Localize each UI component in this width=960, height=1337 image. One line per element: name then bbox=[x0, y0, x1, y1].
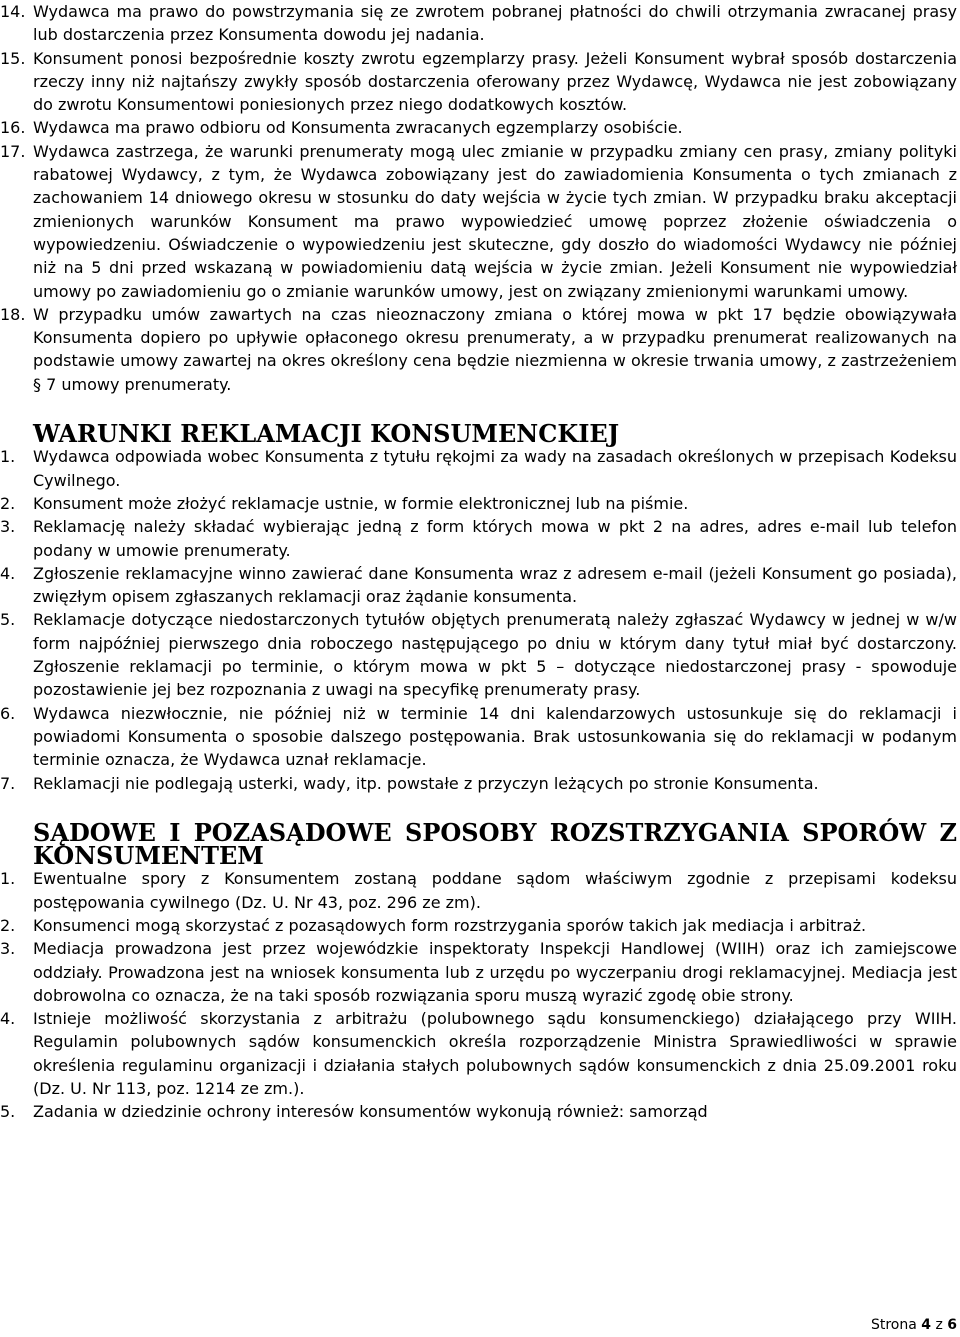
item-text: Konsument może złożyć reklamacje ustnie, w formie elektronicznej lub na piśmie. bbox=[33, 493, 689, 513]
list-item bbox=[0, 1007, 957, 1100]
item-text: W przypadku umów zawartych na czas nieoznaczony zmiana o której mowa w pkt 17 będzie obowiązywała Konsumenta dopiero po upływie opłaconego okresu prenumeraty, a w przypadku prenumerat realizowanych na podstawie umowy zawartej na okres określony cena będzie niezmienna w okresie trwania umowy, z zastrzeżeniem § 7 umowy prenumeraty. bbox=[33, 304, 957, 394]
item-number: 6. bbox=[0, 703, 16, 723]
item-text: Wydawca odpowiada wobec Konsumenta z tytułu rękojmi za wady na zasadach określonych w przepisach Kodeksu Cywilnego. bbox=[33, 447, 957, 490]
item-text: Mediacja prowadzona jest przez wojewódzkie inspektoraty Inspekcji Handlowej (WIIH) oraz ich zamiejscowe oddziały. Prowadzona jest na wniosek konsumenta lub z urzędu po wyczerpaniu drogi reklamacyjnej. Mediacja jest dobrowolna co oznacza, że na taki sposób rozwiązania sporu muszą wyrazić zgodę obie strony. bbox=[33, 939, 957, 1005]
section-returns-continued bbox=[0, 0, 957, 396]
item-number: 7. bbox=[0, 773, 16, 793]
returns-clause-list bbox=[0, 0, 957, 396]
item-number: 4. bbox=[0, 563, 16, 583]
item-text: Wydawca niezwłocznie, nie później niż w terminie 14 dni kalendarzowych ustosunkuje się do reklamacji i powiadomi Konsumenta o sposobie dalszego postępowania. Brak ustosunkowania się do reklamacji w podanym terminie oznacza, że Wydawca uznał reklamacje. bbox=[33, 703, 957, 770]
item-number: 4. bbox=[0, 1009, 16, 1029]
complaints-clause-list bbox=[0, 445, 957, 794]
list-item bbox=[0, 772, 957, 795]
page-label: Strona bbox=[870, 1317, 917, 1333]
section-heading: SĄDOWE I POZASĄDOWE SPOSOBY ROZSTRZYGANIA SPORÓW Z KONSUMENTEM bbox=[33, 817, 957, 871]
list-item bbox=[0, 116, 957, 139]
disputes-clause-list bbox=[0, 867, 957, 1123]
item-number: 2. bbox=[0, 915, 16, 935]
list-item bbox=[0, 0, 957, 47]
item-text: Reklamacje dotyczące niedostarczonych tytułów objętych prenumeratą należy zgłaszać Wydawcy w jednej w w/w form najpóźniej pierwszego dnia roboczego następującego po dniu w którym dany tytuł miał być dostarczony. Zgłoszenie reklamacji po terminie, o którym mowa w pkt 5 – dotyczące niedostarczonej prasy - spowoduje pozostawienie jej bez rozpoznania z uwagi na specyfikę prenumeraty prasy. bbox=[33, 610, 957, 700]
list-item bbox=[0, 515, 957, 562]
item-number: 16. bbox=[0, 118, 26, 138]
item-text: Reklamacji nie podlegają usterki, wady, itp. powstałe z przyczyn leżących po stronie Konsumenta. bbox=[33, 773, 819, 793]
section-complaints bbox=[0, 419, 957, 795]
list-item bbox=[0, 445, 957, 492]
item-text: Wydawca zastrzega, że warunki prenumeraty mogą ulec zmianie w przypadku zmiany cen prasy, zmiany polityki rabatowej Wydawcy, z tym, że Wydawca zobowiązany jest do zawiadomienia Konsumenta o tych zmianach z zachowaniem 14 dniowego okresu w stosunku do daty wejścia w życie tych zmian. W przypadku braku akceptacji zmienionych warunków Konsument ma prawo wypowiedzieć umowę poprzez złożenie oświadczenia o wypowiedzeniu. Oświadczenie o wypowiedzeniu jest skuteczne, gdy doszło do wiadomości Wydawcy nie później niż na 5 dni przed wskazaną w powiadomieniu datą wejścia w życie zmian. Jeżeli Konsument nie wypowiedział umowy po zawiadomieniu go o zmianie warunków umowy, jest on związany zmienionymi warunkami umowy. bbox=[33, 141, 957, 301]
item-text: Ewentualne spory z Konsumentem zostaną poddane sądom właściwym zgodnie z przepisami kodeksu postępowania cywilnego (Dz. U. Nr 43, poz. 296 ze zm). bbox=[33, 869, 957, 912]
item-number: 3. bbox=[0, 517, 16, 537]
item-number: 17. bbox=[0, 141, 26, 161]
item-number: 5. bbox=[0, 1102, 16, 1122]
item-text: Konsument ponosi bezpośrednie koszty zwrotu egzemplarzy prasy. Jeżeli Konsument wybrał sposób dostarczenia rzeczy inny niż najtańszy zwykły sposób dostarczenia oferowany przez Wydawcę, Wydawca nie jest zobowiązany do zwrotu Konsumentowi poniesionych przez niego dodatkowych kosztów. bbox=[33, 48, 957, 115]
item-number: 2. bbox=[0, 493, 16, 513]
item-text: Konsumenci mogą skorzystać z pozasądowych form rozstrzygania sporów takich jak mediacja i arbitraż. bbox=[33, 915, 867, 935]
item-number: 18. bbox=[0, 304, 26, 324]
list-item bbox=[0, 867, 957, 914]
list-item bbox=[0, 140, 957, 303]
section-spacer bbox=[0, 795, 957, 821]
list-item bbox=[0, 492, 957, 515]
page-number: 4 bbox=[921, 1317, 931, 1333]
list-item bbox=[0, 608, 957, 701]
item-text: Zadania w dziedzinie ochrony interesów konsumentów wykonują również: samorząd bbox=[33, 1102, 708, 1122]
item-number: 14. bbox=[0, 2, 26, 21]
item-number: 1. bbox=[0, 869, 16, 889]
item-text: Zgłoszenie reklamacyjne winno zawierać dane Konsumenta wraz z adresem e-mail (jeżeli Konsument go posiada), zwięzłym opisem zgłaszanych reklamacji oraz żądanie konsumenta. bbox=[33, 563, 957, 607]
list-item bbox=[0, 303, 957, 396]
list-item bbox=[0, 702, 957, 772]
list-item bbox=[0, 47, 957, 117]
page-footer bbox=[871, 1317, 957, 1333]
item-text: Wydawca ma prawo odbioru od Konsumenta zwracanych egzemplarzy osobiście. bbox=[33, 118, 683, 138]
item-number: 5. bbox=[0, 610, 16, 630]
item-text: Reklamację należy składać wybierając jedną z form których mowa w pkt 2 na adres, adres e-mail lub telefon podany w umowie prenumeraty. bbox=[33, 517, 957, 560]
item-text: Wydawca ma prawo do powstrzymania się ze zwrotem pobranej płatności do chwili otrzymania zwracanej prasy lub dostarczenia przez Konsumenta dowodu jej nadania. bbox=[33, 2, 957, 45]
list-item bbox=[0, 914, 957, 937]
page-of: z bbox=[935, 1317, 943, 1333]
section-disputes bbox=[0, 817, 957, 1124]
list-item bbox=[0, 562, 957, 609]
item-number: 15. bbox=[0, 48, 26, 68]
list-item bbox=[0, 1100, 957, 1123]
item-number: 1. bbox=[0, 447, 16, 467]
list-item bbox=[0, 937, 957, 1007]
item-text: Istnieje możliwość skorzystania z arbitrażu (polubownego sądu konsumenckiego) działającego przy WIIH. Regulamin polubownych sądów konsumenckich określa rozporządzenie Ministra Sprawiedliwości w sprawie określenia regulaminu organizacji i działania stałych polubownych sądów konsumenckich z dnia 25.09.2001 roku (Dz. U. Nr 113, poz. 1214 ze zm.). bbox=[33, 1009, 957, 1099]
section-heading: WARUNKI REKLAMACJI KONSUMENCKIEJ bbox=[33, 419, 620, 449]
item-number: 3. bbox=[0, 939, 16, 959]
page-total: 6 bbox=[947, 1317, 957, 1333]
